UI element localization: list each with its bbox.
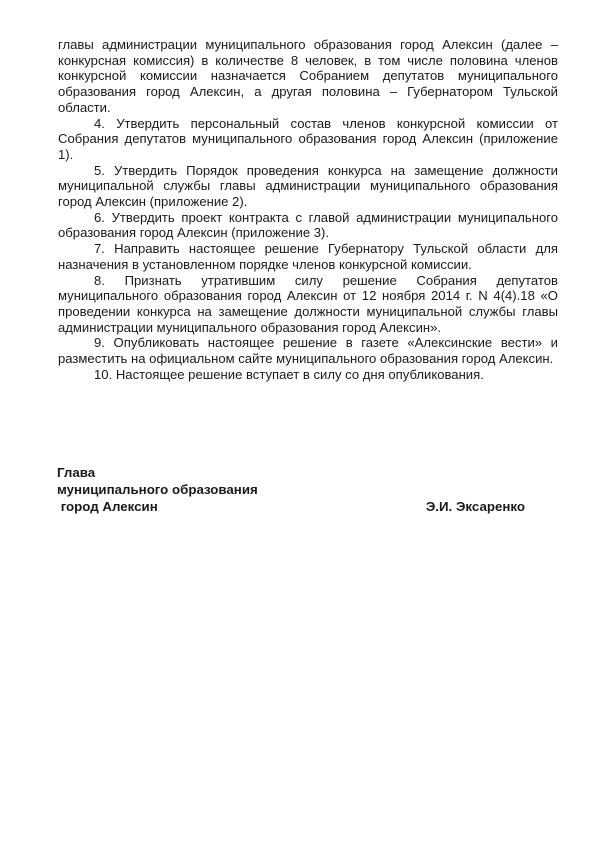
signature-title-line2: муниципального образования xyxy=(57,482,258,497)
paragraph-item-4: 4. Утвердить персональный состав членов конкурсной комиссии от Собрания депутатов муниципального образования город Алексин (приложение 1). xyxy=(58,115,558,162)
paragraph-item-5: 5. Утвердить Порядок проведения конкурса на замещение должности муниципальной службы главы администрации муниципального образования город Алексин (приложение 2). xyxy=(58,162,558,210)
document-body xyxy=(58,37,558,382)
paragraph-item-7: 7. Направить настоящее решение Губернатору Тульской области для назначения в установленном порядке членов конкурсной комиссии. xyxy=(58,241,558,272)
signature-block xyxy=(57,464,547,515)
signatory-name: Э.И. Эксаренко xyxy=(425,499,525,514)
paragraph-item-10: 10. Настоящее решение вступает в силу со дня опубликования. xyxy=(94,366,484,382)
paragraph-item-8: 8. Признать утратившим силу решение Собрания депутатов муниципального образования город Алексин от 12 ноября 2014 г. N 4(4).18 «О проведении конкурса на замещение должности муниципальной службы главы администрации муниципального образования город Алексин». xyxy=(58,272,558,335)
signature-title-line1: Глава xyxy=(57,465,96,480)
paragraph-item-9: 9. Опубликовать настоящее решение в газете «Алексинские вести» и разместить на официальном сайте муниципального образования город Алексин. xyxy=(58,335,558,367)
signature-title-line3: город Алексин xyxy=(57,499,158,514)
paragraph-item-6: 6. Утвердить проект контракта с главой администрации муниципального образования город Алексин (приложение 3). xyxy=(58,209,558,241)
paragraph-continuation: главы администрации муниципального образования город Алексин (далее – конкурсная комиссия) в количестве 8 человек, в том числе половина членов конкурсной комиссии назначается Собранием депутатов муниципального образования город Алексин, а другая половина – Губернатором Тульской области. xyxy=(58,37,558,115)
